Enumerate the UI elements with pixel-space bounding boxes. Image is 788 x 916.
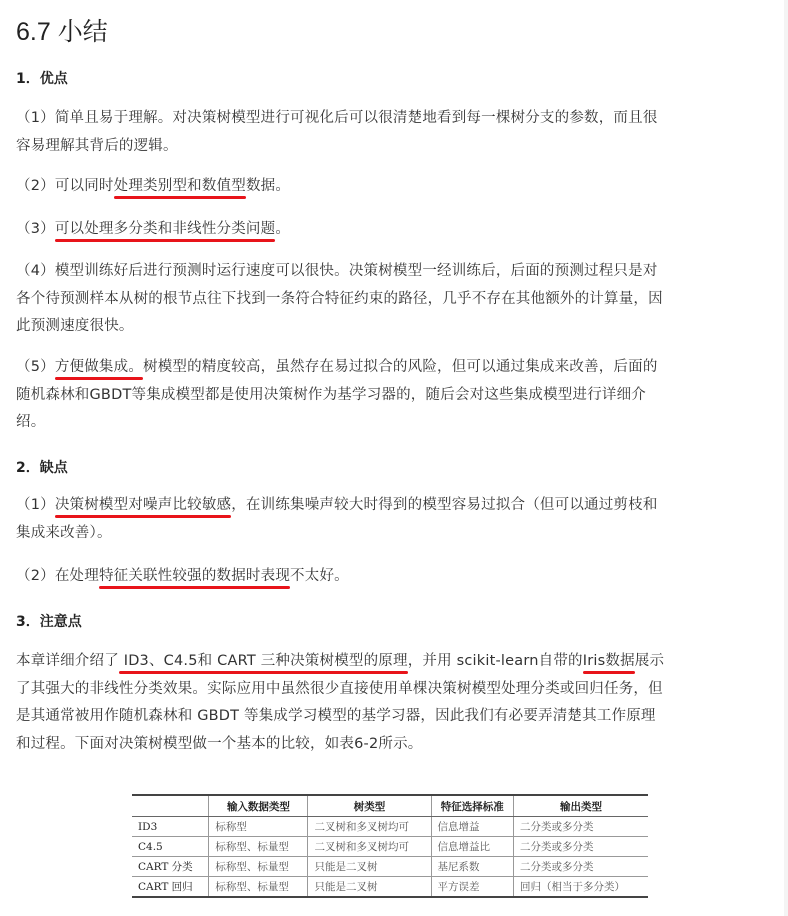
item-text: 模型训练好后进行预测时运行速度可以很快。决策树模型一经训练后，后面的预测过程只是对各个待预测样本从树的根节点往下找到一条符合特征约束的路径，几乎不存在其他额外的计算量，因此预测速度很快。	[16, 263, 663, 334]
pros-item-3	[16, 216, 666, 244]
table-cell: 标称型	[209, 817, 308, 837]
column-header: 特征选择标准	[431, 795, 513, 817]
paragraph-text: ，并用 scikit-learn自带的	[407, 653, 583, 669]
item-number: （3）	[16, 221, 55, 237]
column-header: 输出类型	[513, 795, 648, 817]
table-cell: 标称型、标量型	[209, 837, 308, 857]
table-cell: 二分类或多分类	[513, 837, 648, 857]
table-cell: 基尼系数	[431, 857, 513, 877]
highlighted-text: 方便做集成。	[54, 359, 144, 375]
section-heading-cons: 2．缺点	[16, 460, 68, 476]
item-text: 简单且易于理解。对决策树模型进行可视化后可以很清楚地看到每一棵树分支的参数，而且很容易理解其背后的逻辑。	[16, 110, 658, 154]
table-cell: CART 回归	[138, 881, 193, 893]
pros-item-2	[16, 173, 666, 201]
scrollbar[interactable]	[784, 0, 788, 916]
item-text: 。	[275, 221, 291, 237]
table-cell: C4.5	[132, 837, 209, 857]
item-number: （5）	[16, 359, 55, 375]
table-cell: 二分类或多分类	[513, 857, 648, 877]
pros-item-5	[16, 354, 666, 437]
item-number: （2）	[16, 178, 55, 194]
paragraph-text: 。下面对决策树模型做一个基本的比较，如表6-2所示。	[60, 735, 423, 752]
table-row	[132, 857, 648, 877]
item-number: （1）	[16, 497, 55, 513]
table-cell: 二叉树和多叉树均可	[308, 817, 431, 837]
column-header: 树类型	[308, 795, 431, 817]
highlighted-text: 可以处理多分类和非线性分类问题	[54, 221, 276, 237]
table-cell: 回归（相当于多分类）	[513, 877, 648, 898]
column-header	[132, 795, 209, 817]
section-heading-notes: 3．注意点	[16, 614, 82, 630]
item-text: 不太好。	[290, 568, 349, 584]
table-cell: 只能是二叉树	[308, 857, 431, 877]
table-row	[132, 837, 648, 857]
item-number: （1）	[16, 110, 55, 126]
table-cell: 标称型、标量型	[209, 857, 308, 877]
pros-item-4	[16, 258, 666, 341]
table-header-row	[132, 795, 648, 817]
table-cell: 信息增益比	[431, 837, 513, 857]
table-row	[132, 817, 648, 837]
item-number: （4）	[16, 263, 55, 279]
section-heading-pros: 1．优点	[16, 71, 68, 87]
cons-item-2	[16, 563, 666, 591]
column-header: 输入数据类型	[209, 795, 308, 817]
comparison-table	[132, 794, 648, 898]
item-text: 数据。	[245, 178, 291, 194]
item-text: ，在训练集噪声较大时得到的模型容易过拟合（但可以通过剪枝和集成来改善）。	[16, 497, 658, 541]
table-cell: 只能是二叉树	[308, 877, 431, 898]
highlighted-text: ID3、C4.5和 CART 三种决策树模型的原理	[118, 653, 408, 669]
item-number: （2）	[16, 568, 55, 584]
table-cell: 平方误差	[431, 877, 513, 898]
item-text: 可以同时	[54, 178, 114, 194]
table-cell: 二分类或多分类	[513, 817, 648, 837]
paragraph-text: 展示了其强大的非线性分类效果。实	[16, 653, 665, 697]
table-cell: 二叉树和多叉树均可	[308, 837, 431, 857]
pros-item-1	[16, 105, 666, 160]
highlighted-text: 特征关联性较强的数据时表现	[98, 568, 291, 584]
table-cell: ID3	[132, 817, 209, 837]
table-cell: CART 分类	[132, 857, 209, 877]
item-text: 树模型的精度较高，虽然存在易过拟合的风险，但可以通过集成来改善，后面的随机森林和GBDT等集成模型都是使用决策树作为基学习器的，随后会对这些集成模型进行详细介绍。	[16, 359, 658, 430]
page-title: 6.7 小结	[16, 18, 108, 46]
notes-paragraph	[16, 648, 666, 758]
table-row	[132, 877, 648, 898]
highlighted-text: 际应用中虽然很少直接使用单棵决策树模型处理分类或回归任务，但是其通常被用作随机森林和 GBDT 等集成学习模型的基学习器，因此我们有必要弄清楚其工作原理和过程	[16, 680, 663, 752]
highlighted-text: 决策树模型对噪声比较敏感	[54, 497, 232, 513]
item-text: 在处理	[54, 568, 99, 584]
cons-item-1	[16, 492, 666, 547]
highlighted-text: 处理类别型和数值型	[113, 178, 246, 194]
table-cell: 信息增益	[431, 817, 513, 837]
paragraph-text: 本章详细介绍了	[16, 653, 119, 669]
highlighted-text: Iris数据	[582, 653, 635, 669]
table-cell: 标称型、标量型	[209, 877, 308, 898]
